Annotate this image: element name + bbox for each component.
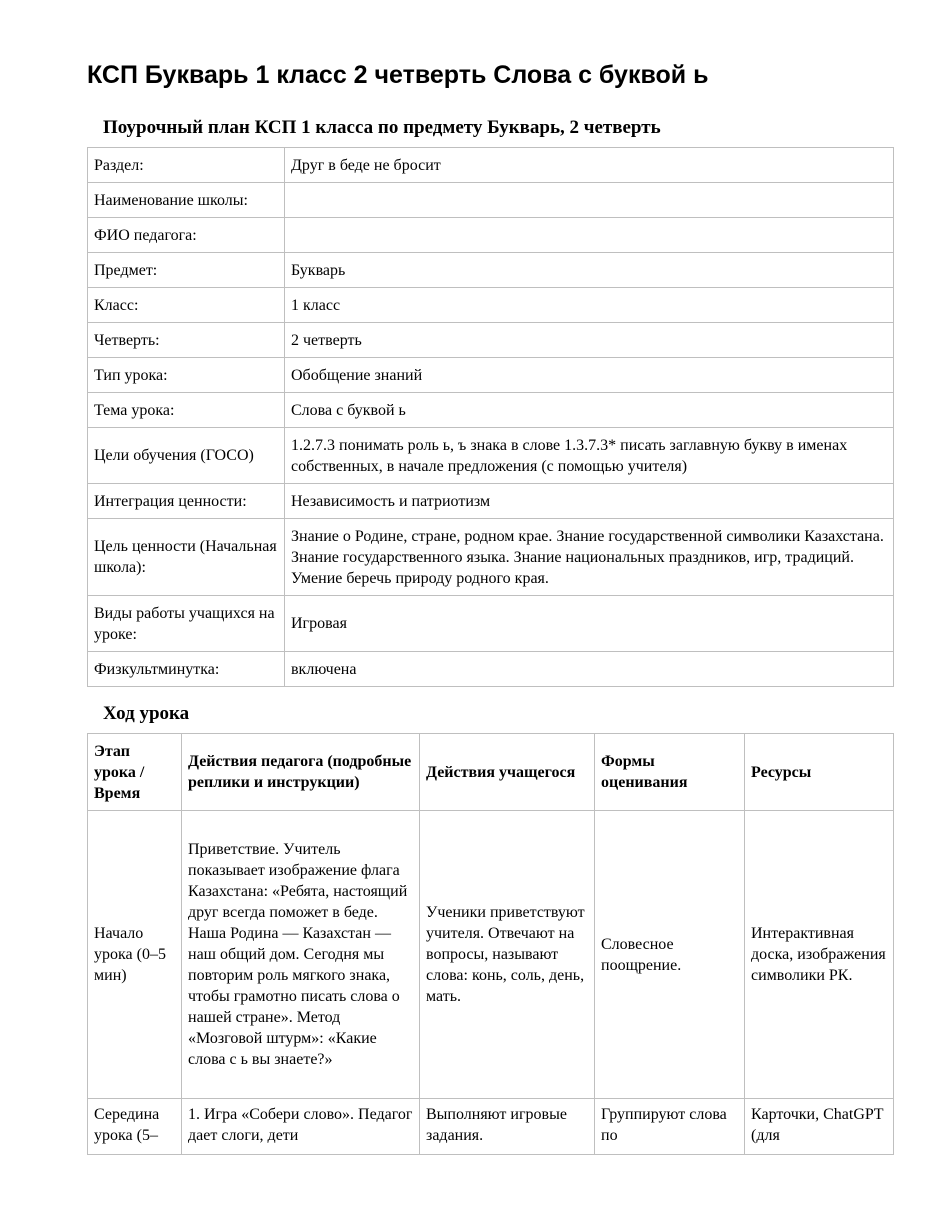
lesson-resources: Карточки, ChatGPT (для xyxy=(745,1099,894,1155)
lesson-teacher-actions: 1. Игра «Собери слово». Педагог дает слоги, дети xyxy=(182,1099,420,1155)
info-value: Слова с буквой ь xyxy=(285,393,894,428)
info-value: 1 класс xyxy=(285,288,894,323)
info-row-teacher xyxy=(88,218,894,253)
lesson-row-middle xyxy=(88,1099,894,1155)
info-value xyxy=(285,183,894,218)
lesson-row-start xyxy=(88,811,894,1099)
header-stage: Этап урока / Время xyxy=(88,734,182,811)
lesson-stage: Середина урока (5– xyxy=(88,1099,182,1155)
info-label: Тема урока: xyxy=(88,393,285,428)
info-row-learning-goals xyxy=(88,428,894,484)
info-value: Игровая xyxy=(285,596,894,652)
info-row-value-goal xyxy=(88,519,894,596)
info-label: Виды работы учащихся на уроке: xyxy=(88,596,285,652)
info-value: Букварь xyxy=(285,253,894,288)
lesson-stage: Начало урока (0–5 мин) xyxy=(88,811,182,1099)
info-value: Обобщение знаний xyxy=(285,358,894,393)
lesson-assessment: Группируют слова по xyxy=(595,1099,745,1155)
header-assessment: Формы оценивания xyxy=(595,734,745,811)
info-row-section xyxy=(88,148,894,183)
info-value xyxy=(285,218,894,253)
lesson-section-title: Ход урока xyxy=(103,703,190,724)
info-value: 2 четверть xyxy=(285,323,894,358)
lesson-assessment: Словесное поощрение. xyxy=(595,811,745,1099)
header-student-actions: Действия учащегося xyxy=(420,734,595,811)
info-row-value-integration xyxy=(88,484,894,519)
info-value: 1.2.7.3 понимать роль ь, ъ знака в слове 1.3.7.3* писать заглавную букву в именах собственных, в начале предложения (с помощью учителя) xyxy=(285,428,894,484)
lesson-flow-table xyxy=(87,733,894,1155)
info-label: Раздел: xyxy=(88,148,285,183)
info-label: ФИО педагога: xyxy=(88,218,285,253)
info-label: Наименование школы: xyxy=(88,183,285,218)
header-teacher-actions: Действия педагога (подробные реплики и инструкции) xyxy=(182,734,420,811)
info-value: Друг в беде не бросит xyxy=(285,148,894,183)
lesson-teacher-actions: Приветствие. Учитель показывает изображение флага Казахстана: «Ребята, настоящий друг всегда поможет в беде. Наша Родина — Казахстан — наш общий дом. Сегодня мы повторим роль мягкого знака, чтобы грамотно писать слова о нашей стране». Метод «Мозговой штурм»: «Какие слова с ь вы знаете?» xyxy=(182,811,420,1099)
page-title: КСП Букварь 1 класс 2 четверть Слова с буквой ь xyxy=(87,61,709,89)
info-row-class xyxy=(88,288,894,323)
info-row-lesson-type xyxy=(88,358,894,393)
info-label: Тип урока: xyxy=(88,358,285,393)
info-row-physical-break xyxy=(88,652,894,687)
info-row-subject xyxy=(88,253,894,288)
info-label: Цели обучения (ГОСО) xyxy=(88,428,285,484)
info-value: включена xyxy=(285,652,894,687)
lesson-info-table xyxy=(87,147,894,687)
lesson-resources: Интерактивная доска, изображения символики РК. xyxy=(745,811,894,1099)
lesson-student-actions: Выполняют игровые задания. xyxy=(420,1099,595,1155)
info-row-work-types xyxy=(88,596,894,652)
info-label: Предмет: xyxy=(88,253,285,288)
info-label: Четверть: xyxy=(88,323,285,358)
plan-section-title: Поурочный план КСП 1 класса по предмету Букварь, 2 четверть xyxy=(103,117,661,138)
lesson-student-actions: Ученики приветствуют учителя. Отвечают на вопросы, называют слова: конь, соль, день, мать. xyxy=(420,811,595,1099)
info-label: Интеграция ценности: xyxy=(88,484,285,519)
info-label: Физкультминутка: xyxy=(88,652,285,687)
info-value: Знание о Родине, стране, родном крае. Знание государственной символики Казахстана. Знание государственного языка. Знание национальных праздников, игр, традиций. Умение беречь природу родного края. xyxy=(285,519,894,596)
header-resources: Ресурсы xyxy=(745,734,894,811)
info-row-school xyxy=(88,183,894,218)
info-row-lesson-topic xyxy=(88,393,894,428)
info-label: Класс: xyxy=(88,288,285,323)
info-row-quarter xyxy=(88,323,894,358)
info-value: Независимость и патриотизм xyxy=(285,484,894,519)
lesson-header-row xyxy=(88,734,894,811)
info-label: Цель ценности (Начальная школа): xyxy=(88,519,285,596)
